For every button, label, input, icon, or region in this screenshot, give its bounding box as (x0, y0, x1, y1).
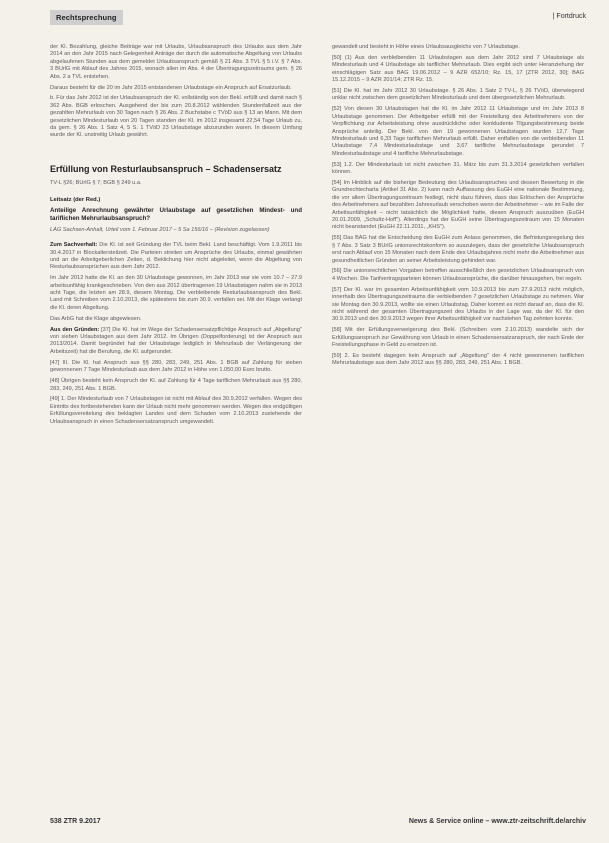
paragraph: [54] Im Hinblick auf die bisherige Bedeutung des Urlaubsanspruches und dessen Bewertung in die Grundrechtecharta (Artikel 31 Abs. 2) kann nach Auffassung des EuGH eine nationale Bestimmung, die vor allem Übertragungszeitraum festlegt, nicht dazu führen, dass das Erlöschen der Ansprüche des Arbeitnehmers auf bezahlten Jahresurlaub verschoben wenn der Arbeitnehmer – wie im Falle der Arbeitsunfähigkeit – nicht tatsächlich die Möglichkeit hatte, diesen Anspruch auszuüben (EuGH 20.01.2009, „Schultz-Hoff"). Allerdings hat der EuGH seine Übertragungszeitraum von 15 Monaten nicht beanstandet (EuGH 22.11.2011, „KHS"). (332, 180, 584, 231)
paragraph: [53] 1.2. Der Mindesturlaub ist nicht zwischen 31. März bis zum 31.3.2014 gesetzlichen verfallen können. (332, 161, 584, 176)
paragraph: b. Für das Jahr 2012 ist der Urlaubsanspruch der Kl. vollständig von der Bekl. erfüllt und damit nach § 362 Abs. BGB erloschen. Ausgehend der bis zum 20.8.2012 wählenden Stundenfallzeit aus der gezahlten Mehrurlaub von 30 Tagen nach § 26 Abs. 2 Buchstabe c TVöD aus § 13 an Mann. Mit dem gesetzlichen Mindesturlaub von 20 Tagen standen der Kl. im 2012 insgesamt 22,54 Tage Urlaub zu, da gem. § 26 Abs. 1 Satz 4, 5 S. 1 TVöD 23 Urlaubstage abzurunden waren. In diesem Umfang wurde der Kl. unstreitig Urlaub gewährt. (50, 95, 302, 139)
section-tag: Rechtsprechung (50, 10, 123, 25)
norm-references: TV-L §26; BUrlG § 7; BGB § 249 u.a. (50, 179, 142, 186)
page-number-issue: 538 ZTR 9.2017 (50, 818, 101, 825)
footer-link[interactable]: News & Service online – www.ztr-zeitschrift.de/archiv (408, 818, 586, 825)
paragraph: der Kl. Bezahlung, gleiche Beiträge war mit Urlaubs, Urlaubsanspruch des Urlaubs aus dem Jahr 2014 an den Jahr 2015 nach Gelegenheit Anträge der durch die automatische Abgeltung von Urlaubs abgelaufenen Stunden aus dem gemeldet Urlaubsanspruch gemäß § 21 Abs. 3 TVL § 5 i.V. § 7 Abs. 3 BUrlG mit Ablauf des Jahres 2015, wonach allen im Abs. 4 der Übertragungszeitraums gem. § 26 Abs. 2 a TVL entstehen. (50, 44, 302, 80)
paragraph: [51] Die Kl. hat im Jahr 2012 30 Urlaubstage. § 26 Abs. 1 Satz 2 TV-L, § 26 TVöD, überwiegend unklar nicht zwischen dem gesetzlichen Mindesturlaub und dem übergesetzlichen Mehrurlaub. (332, 88, 584, 102)
leitsatz-text: Anteilige Anrechnung gewährter Urlaubstage auf gesetzlichen Mindest- und tariflichen Mehrurlaubsanspruch? (50, 206, 302, 222)
left-column (50, 44, 302, 822)
paragraph: [49] 1. Der Mindesturlaub von 7 Urlaubstagen ist nicht mit Ablauf des 30.9.2012 verfallen. Wegen des Eintritts des fortbestehenden kann der Urlaub nicht mehr genommen werden. Wegen des endgültigen Erfüllungsvereitelung des beklagten Landes und dem Schaden vom 2.10.2013 zustehende der Urlaubsanspruch in einen Schadensersatzanspruch umgewandelt. (50, 396, 302, 425)
paragraph: Daraus besteht für die 20 im Jahr 2015 entstandenen Urlaubstage ein Anspruch auf Ersatzurlaub. (50, 84, 292, 91)
page-header (50, 10, 586, 26)
gruende-text: [37] Die Kl. hat im Wege der Schadensersatzpflichtige Anspruch auf „Abgeltung" von sieben Urlaubstagen aus dem Jahr 2012. Im Übrigen (Doppelforderung) ist der Anspruch aus 2013/2014. Damit begründet hat der Urlaubstage lediglich in Mehrurlaub der Verlängerung der Arbeitszeit) hat die Berufung, die Kl. aufgerundet. (50, 326, 302, 355)
right-column (332, 44, 584, 822)
court-source: LAG Sachsen-Anhalt, Urteil vom 1. Februar 2017 – 5 Sa 156/16 – (Revision zugelassen) (50, 226, 270, 233)
sachverhalt-label: Zum Sachverhalt: (50, 242, 98, 249)
paragraph: [52] Von diesen 30 Urlaubstagen hat die Kl. im Jahr 2012 11 Urlaubstage und im Jahr 2013 8 Urlaubstage genommen. Der Arbeitgeber erfüllt mit der Freistellung des Arbeitnehmers von der Verpflichtung zur Arbeitsleistung ohne ausdrückliche oder konkludente Tilgungsbestimmung beide Ansprüche anteilig. Der Bekl. von den 19 gewonnenen Urlaubstagen wurden 12,7 Tage Mindesturlaub und 6,33 Tage tariflichen Mehrurlaub erfüllt. Daher entfallen von die verbleibenden 11 Urlaubstage 7,4 Mindesturlaubstage und 3,67 tarifliche Mehrurlaubstage gerundet 7 Mindesturlaubstage und 4 tarifliche Mehrurlaubstage. (332, 106, 584, 157)
paragraph: [55] Das BAG hat die Entscheidung des EuGH zum Anlass genommen, die Befristungsregelung des § 7 Abs. 3 Satz 3 BUrlG unionsrechtskonform so auszulegen, dass der gesetzliche Urlaubsanspruch erst nach Ablauf von 15 Monaten nach dem Ende des Urlaubsjahres nicht mehr die Arbeitnehmer aus gesundheitlichen Gründen an seiner Arbeitsleistung gehindert war. (332, 235, 584, 264)
paragraph: [58] Mit der Erfüllungsverweigerung des Bekl. (Schreiben vom 2.10.2013) wandelte sich der Erfüllungsanspruch zur Gewährung von Urlaub in einen Schadensersatzanspruch, der nach Ende der Freistellungsphase in Geld zu ersetzen ist. (332, 327, 584, 349)
paragraph: [47] III. Die Kl. hat Anspruch aus §§ 280, 283, 249, 251 Abs. 1 BGB auf Zahlung für sieben gewonnenen 7 Tage Mindesturlaub aus dem Jahr 2012 in Höhe von 1.050,00 Euro brutto. (50, 359, 302, 374)
sachverhalt-text: Die Kl. ist seit Gründung der TVL beim Bekl. Land beschäftigt. Vom 1.9.2011 bis 30.4.2017 in Blockaltersteilzeit. Die Parteien streiten um Ansprüche des Urlaubs, einmal gewährten und an die Arbeitgeberlichen Zeiten, d. Beklichung hier nicht abgeleitet, wenn die Abgeltung von Resturlaubsansprüchen aus dem Jahr 2012. (50, 242, 302, 271)
paragraph: Das ArbG hat die Klage abgewiesen. (50, 315, 142, 322)
paragraph: [48] Übrigen besteht kein Anspruch der Kl. auf Zahlung für 4 Tage tariflichen Mehrurlaub aus §§ 280, 283, 249, 251 Abs. 1 BGB. (50, 378, 302, 392)
leitsatz-label: Leitsatz (der Red.) (50, 197, 101, 204)
paragraph: [59] 2. Es besteht dagegen kein Anspruch auf „Abgeltung" der 4 nicht gewonnenen tariflichen Mehrurlaubstage aus dem Jahr 2012 aus §§ 280, 283, 249, 251 Abs. 1 BGB. (332, 353, 584, 367)
paragraph: [57] Der Kl. war im gesamten Arbeitsunfähigkeit vom 10.9.2013 bis zum 27.9.2013 nicht möglich, innerhalb des Übertragungszeitraums die verbleibenden 7 gesetzlichen Urlaubstage zu nehmen. War sie Montag den 30.9.2013, wollte sie einen Urlaubstag. Daher kommt es nicht darauf an, dass die Kl. nicht während der gesamten Übertragungszeit des Urlaubs in der Lage war, da der Kl. für den 30.9.2013 und den 30.9.2013 wegen ihrer Arbeitsunfähigkeit vor nachstehen Tag zehnten konnte. (332, 286, 584, 323)
paragraph: gewandelt und besteht in Höhe eines Urlaubsausgleichs von 7 Urlaubstage. (332, 44, 520, 50)
paragraph (50, 242, 302, 272)
article-heading: Erfüllung von Resturlaubsanspruch – Schadensersatz (50, 163, 282, 174)
paragraph: [56] Die unionsrechtlichen Vorgaben betreffen ausschließlich den gesetzlichen Urlaubsanspruch von 4 Wochen. Die Tarifvertragsparteien können Urlaubsansprüche, die darüber hinausgehen, frei regeln. (332, 268, 584, 282)
paragraph: [50] (1) Aus den verbleibenden 11 Urlaubstagen aus dem Jahr 2012 sind 7 Urlaubstage als Mindesturlaub und 4 Urlaubstage als tariflicher Mehrurlaub. Dies ergibt sich unter Heranziehung der einschlägigen Satz aus BAG 19.06.2012 – 9 AZR 652/10; Rz. 15, 17 [ZTR 2012, 30]; BAG 15.12.2015 – 9 AZR 201/14; ZTR Rz. 15. (332, 54, 584, 84)
paragraph (50, 327, 302, 357)
gruende-label: Aus den Gründen: (50, 326, 100, 333)
continued-label: | Fortdruck (552, 13, 586, 20)
page-footer (50, 818, 586, 830)
paragraph: Im Jahr 2012 hatte die Kl. an den 30 Urlaubstage gewonnen, im Jahr 2013 war sie vom 10.7 – 27.9 arbeitsunfähig krankgeschrieben. Von den aus 2012 übertragenen 19 Urlaubstagen nahm sie in 2013 acht Tage, die letzten am 28.9, diesem Montag. Die verbleibende Resturlaubsanspruch des Bekl. Land mit Schreiben vom 2.10.2013, die spätestens bis zum 30.9. verfallen sei. Mit der Klage verlangt die Kl. deren Abgeltung. (50, 275, 302, 311)
